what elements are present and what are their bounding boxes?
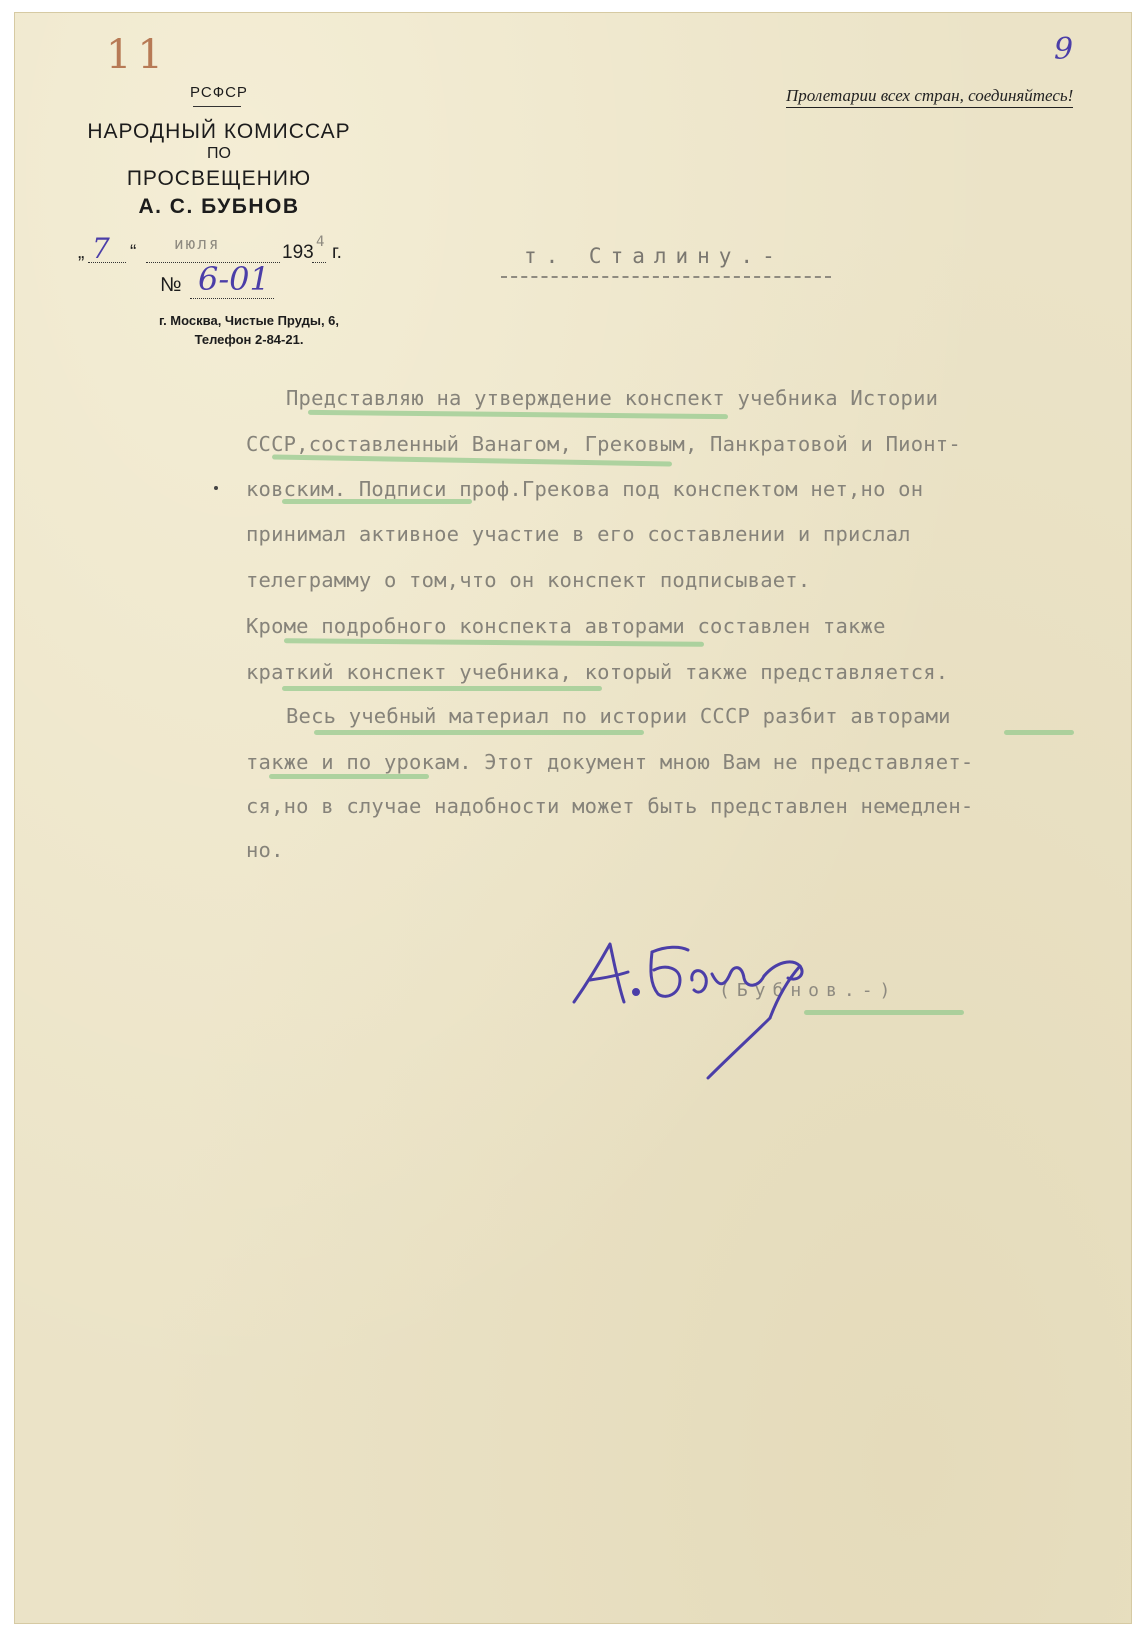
highlight-stroke <box>284 638 704 647</box>
letterhead-rule <box>193 106 241 107</box>
letterhead-name: А. С. БУБНОВ <box>138 195 300 218</box>
recipient: т. Сталину.- <box>524 244 784 268</box>
date-year-prefix: 193 <box>282 242 314 263</box>
letterhead-address: г. Москва, Чистые Пруды, 6, <box>158 313 340 328</box>
document-sheet <box>14 12 1132 1624</box>
letterhead-title-line3: ПРОСВЕЩЕНИЮ <box>126 167 312 190</box>
corner-pencil-mark: 11 <box>106 32 169 78</box>
recipient-underline <box>501 276 831 278</box>
letterhead-title-line2: ПО <box>207 145 231 162</box>
date-month: июля <box>174 234 221 253</box>
body-line: Весь учебный материал по истории СССР разбит авторами <box>286 704 951 728</box>
letterhead-title-line1: НАРОДНЫЙ КОМИССАР <box>87 120 351 143</box>
date-year-g: г. <box>332 242 342 263</box>
highlight-stroke <box>272 455 672 467</box>
typed-signature: (Бубнов.-) <box>719 980 898 1001</box>
body-line: ся,но в случае надобности может быть представлен немедлен- <box>246 794 974 818</box>
highlight-stroke <box>282 686 602 691</box>
highlight-stroke <box>1004 730 1074 735</box>
letterhead-republic: РСФСР <box>190 84 248 101</box>
date-day: 7 <box>92 232 110 265</box>
body-line: телеграмму о том,что он конспект подписывает. <box>246 568 811 592</box>
slogan: Пролетарии всех стран, соединяйтесь! <box>786 86 1073 108</box>
body-line: краткий конспект учебника, который также представляется. <box>246 660 949 684</box>
date-year-suffix: 4 <box>316 234 325 250</box>
folio-number: 9 <box>1054 32 1074 67</box>
body-line: Представляю на утверждение конспект учебника Истории <box>286 386 939 410</box>
handwritten-signature <box>554 922 854 1092</box>
highlight-stroke <box>269 774 429 779</box>
body-line: Кроме подробного конспекта авторами составлен также <box>246 614 886 638</box>
highlight-stroke <box>308 410 728 419</box>
body-line: ковским. Подписи проф.Грекова под конспектом нет,но он <box>246 477 924 501</box>
body-line: СССР,составленный Ванагом, Грековым, Панкратовой и Пионт- <box>246 432 961 456</box>
number-value: 6-01 <box>198 260 270 298</box>
date-open-quote: „ <box>78 242 85 263</box>
highlight-stroke <box>314 730 644 735</box>
document-number <box>160 260 270 298</box>
body-line: но. <box>246 838 284 862</box>
body-line: также и по урокам. Этот документ мною Вам не представляет- <box>246 750 974 774</box>
margin-dot <box>214 486 218 490</box>
body-line: принимал активное участие в его составлении и прислал <box>246 522 911 546</box>
letterhead-phone: Телефон 2-84-21. <box>194 332 304 347</box>
date-close-quote: “ <box>130 242 137 263</box>
number-label: № <box>160 274 182 296</box>
